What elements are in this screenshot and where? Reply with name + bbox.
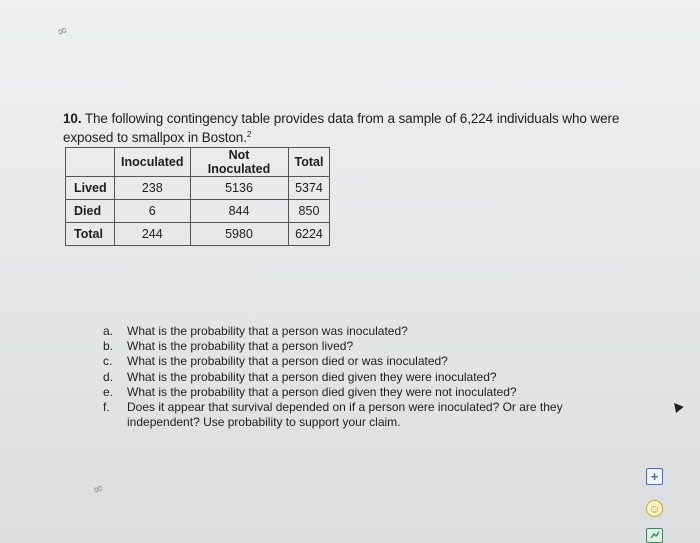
table-header-row — [66, 148, 330, 177]
table-cell: 238 — [115, 177, 191, 200]
question-prompt — [63, 109, 623, 147]
document-glyph — [650, 531, 660, 540]
sub-question-text: What is the probability that a person died given they were inoculated? — [127, 369, 497, 384]
sub-question-text: What is the probability that a person was inoculated? — [127, 324, 408, 338]
column-header-inoculated: Inoculated — [115, 148, 191, 177]
sub-question-text: What is the probability that a person died or was inoculated? — [127, 354, 448, 369]
table-row — [66, 223, 330, 246]
column-header-total: Total — [288, 148, 330, 177]
sub-question-label: a. — [103, 324, 114, 338]
table-row — [66, 177, 330, 200]
table-corner-cell — [66, 148, 115, 177]
row-header-lived: Lived — [66, 177, 115, 200]
list-item — [103, 370, 573, 385]
question-text: The following contingency table provides data from a sample of 6,224 individuals who were exposed to smallpox in Boston. — [63, 111, 620, 145]
table-cell: 5136 — [190, 177, 288, 200]
table-cell: 5374 — [288, 177, 330, 200]
list-item — [103, 354, 573, 369]
list-item — [103, 400, 573, 430]
table-cell: 244 — [115, 223, 191, 246]
document-icon[interactable] — [646, 528, 663, 543]
pen-scribble-icon: ∞ — [54, 22, 71, 41]
sub-question-list — [103, 324, 573, 430]
contingency-table — [65, 147, 330, 246]
sub-question-text: What is the probability that a person died given they were not inoculated? — [127, 384, 517, 399]
sub-question-text: What is the probability that a person lived? — [127, 339, 354, 354]
table-cell: 844 — [190, 200, 288, 223]
footnote-marker: 2 — [246, 130, 252, 139]
list-item — [103, 324, 573, 339]
table-row — [66, 200, 330, 223]
table-cell: 850 — [288, 200, 330, 223]
sub-question-label: e. — [103, 384, 114, 399]
list-item — [103, 385, 573, 400]
table-cell: 6224 — [288, 223, 330, 246]
column-header-not-inoculated: Not Inoculated — [190, 148, 288, 177]
sub-question-text: Does it appear that survival depended on if a person were inoculated? Or are they independent? Use probability to support your claim. — [127, 400, 563, 430]
table-cell: 5980 — [190, 223, 288, 246]
smiley-icon[interactable]: ☺ — [646, 500, 663, 517]
row-header-died: Died — [66, 200, 115, 223]
plus-icon[interactable]: + — [646, 468, 663, 485]
mouse-pointer-icon — [670, 400, 683, 413]
sub-question-label: c. — [103, 354, 113, 369]
list-item — [103, 339, 573, 354]
row-header-total: Total — [66, 223, 115, 246]
question-number: 10. — [63, 111, 82, 126]
table-cell: 6 — [115, 200, 191, 223]
sub-question-label: f. — [103, 400, 110, 415]
sub-question-label: d. — [103, 369, 114, 384]
sub-question-label: b. — [103, 339, 114, 354]
pen-scribble-icon: ∞ — [90, 480, 107, 499]
